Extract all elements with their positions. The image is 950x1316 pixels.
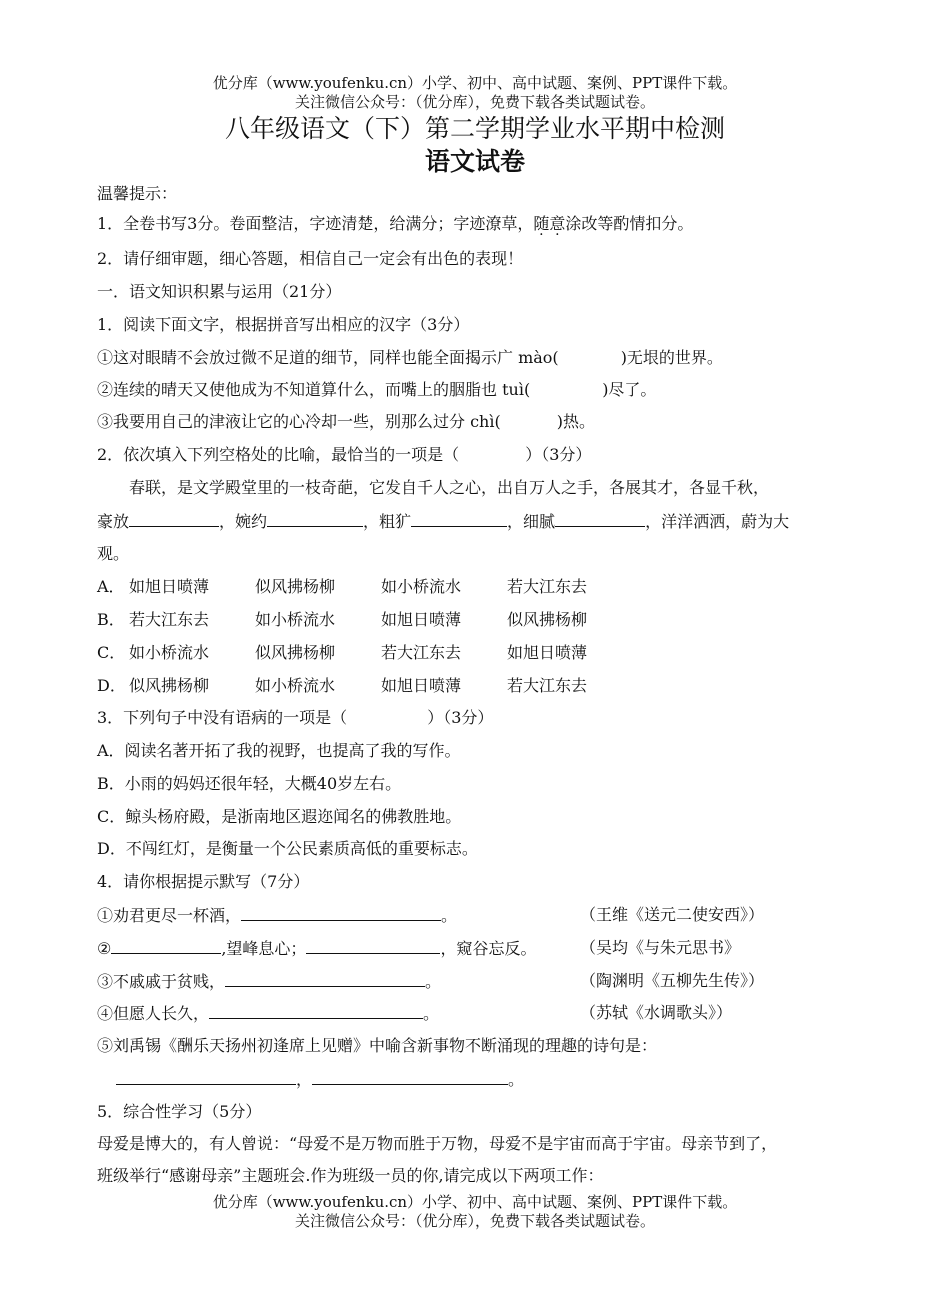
footer-line-1: 优分库（www.youfenku.cn）小学、初中、高中试题、案例、PPT课件下载。	[212, 1193, 738, 1211]
q2-passage-1: 春联，是文学殿堂里的一枝奇葩，它发自千人之心，出自万人之手，各展其才，各显千秋，	[129, 478, 770, 497]
header-line-2: 关注微信公众号：（优分库），免费下载各类试题试卷。	[294, 93, 655, 111]
q2-stem: 2．依次填入下列空格处的比喻，最恰当的一项是（ ）（3分）	[97, 445, 592, 464]
q2-option-a: A． 如旭日喷薄 似风拂杨柳 如小桥流水 若大江东去	[97, 577, 588, 596]
q3-option-d: D．不闯红灯，是衡量一个公民素质高低的重要标志。	[97, 839, 478, 858]
q4-item-1: ①劝君更尽一杯酒， 。	[97, 906, 458, 925]
answer-blank[interactable]	[267, 511, 363, 527]
answer-blank[interactable]	[129, 511, 219, 527]
q4-item-4: ④但愿人长久， 。	[97, 1004, 440, 1023]
q5-passage-1: 母爱是博大的，有人曾说：“母爱不是万物而胜于万物，母爱不是宇宙而高于宇宙。母亲节到了，	[97, 1134, 778, 1153]
q5-stem: 5．综合性学习（5分）	[97, 1102, 262, 1121]
emphasis-char: 随	[533, 214, 550, 233]
q4-item-5-answers: ， 。	[116, 1069, 524, 1090]
q2-passage-2: 豪放 ，婉约 ，粗犷 ，细腻 ，洋洋洒洒，蔚为大	[97, 512, 790, 531]
tip-1: 1．全卷书写3分。卷面整洁，字迹清楚，给满分；字迹潦草，随意涂改等酌情扣分。	[97, 214, 694, 233]
q4-item-3: ③不戚戚于贫贱， 。	[97, 972, 442, 991]
answer-blank[interactable]	[312, 1069, 508, 1085]
answer-blank[interactable]	[225, 971, 425, 987]
q5-passage-2: 班级举行“感谢母亲”主题班会.作为班级一员的你,请完成以下两项工作：	[97, 1166, 604, 1185]
q3-stem: 3．下列句子中没有语病的一项是（ ）（3分）	[97, 708, 494, 727]
page-subtitle: 语文试卷	[424, 147, 525, 176]
answer-blank[interactable]	[241, 905, 441, 921]
footer-line-2: 关注微信公众号：（优分库），免费下载各类试题试卷。	[294, 1212, 655, 1230]
q1-item-1: ①这对眼睛不会放过微不足道的细节，同样也能全面揭示广 mào( )无垠的世界。	[97, 348, 723, 367]
answer-blank[interactable]	[555, 511, 645, 527]
q1-item-3: ③我要用自己的津液让它的心冷却一些，别那么过分 chì( )热。	[97, 412, 595, 431]
header-line-1: 优分库（www.youfenku.cn）小学、初中、高中试题、案例、PPT课件下载。	[212, 74, 738, 92]
q4-item-4-source: （苏轼《水调歌头》）	[580, 1003, 733, 1022]
q3-option-c: C．鲸头杨府殿，是浙南地区遐迩闻名的佛教胜地。	[97, 807, 462, 826]
q2-option-c: C． 如小桥流水 似风拂杨柳 若大江东去 如旭日喷薄	[97, 643, 588, 662]
q2-passage-3: 观。	[97, 544, 130, 563]
emphasis-char: 意	[549, 214, 566, 233]
answer-blank[interactable]	[209, 1003, 423, 1019]
q4-item-1-source: （王维《送元二使安西》）	[580, 905, 765, 924]
q1-item-2: ②连续的晴天又使他成为不知道算什么，而嘴上的胭脂也 tuì( )尽了。	[97, 380, 657, 399]
q4-stem: 4．请你根据提示默写（7分）	[97, 872, 310, 891]
q4-item-3-source: （陶渊明《五柳先生传》）	[580, 971, 765, 990]
answer-blank[interactable]	[116, 1069, 296, 1085]
answer-blank[interactable]	[306, 938, 440, 954]
q3-option-a: A．阅读名著开拓了我的视野，也提高了我的写作。	[97, 741, 461, 760]
q4-item-5: ⑤刘禹锡《酬乐天扬州初逢席上见赠》中喻含新事物不断涌现的理趣的诗句是：	[97, 1036, 658, 1055]
q2-option-d: D． 似风拂杨柳 如小桥流水 如旭日喷薄 若大江东去	[97, 676, 588, 695]
tips-label: 温馨提示：	[97, 184, 178, 203]
q4-item-2: ② ,望峰息心； ，窥谷忘反。	[97, 939, 537, 958]
answer-blank[interactable]	[411, 511, 507, 527]
section-heading: 一．语文知识积累与运用（21分）	[97, 282, 342, 301]
q1-stem: 1．阅读下面文字，根据拼音写出相应的汉字（3分）	[97, 315, 470, 334]
tip-2: 2．请仔细审题，细心答题，相信自己一定会有出色的表现！	[97, 249, 524, 268]
q4-item-2-source: （吴均《与朱元思书》	[580, 938, 741, 957]
page-title: 八年级语文（下）第二学期学业水平期中检测	[224, 114, 725, 143]
q2-option-b: B． 若大江东去 如小桥流水 如旭日喷薄 似风拂杨柳	[97, 610, 588, 629]
q3-option-b: B．小雨的妈妈还很年轻，大概40岁左右。	[97, 774, 402, 793]
answer-blank[interactable]	[111, 938, 221, 954]
